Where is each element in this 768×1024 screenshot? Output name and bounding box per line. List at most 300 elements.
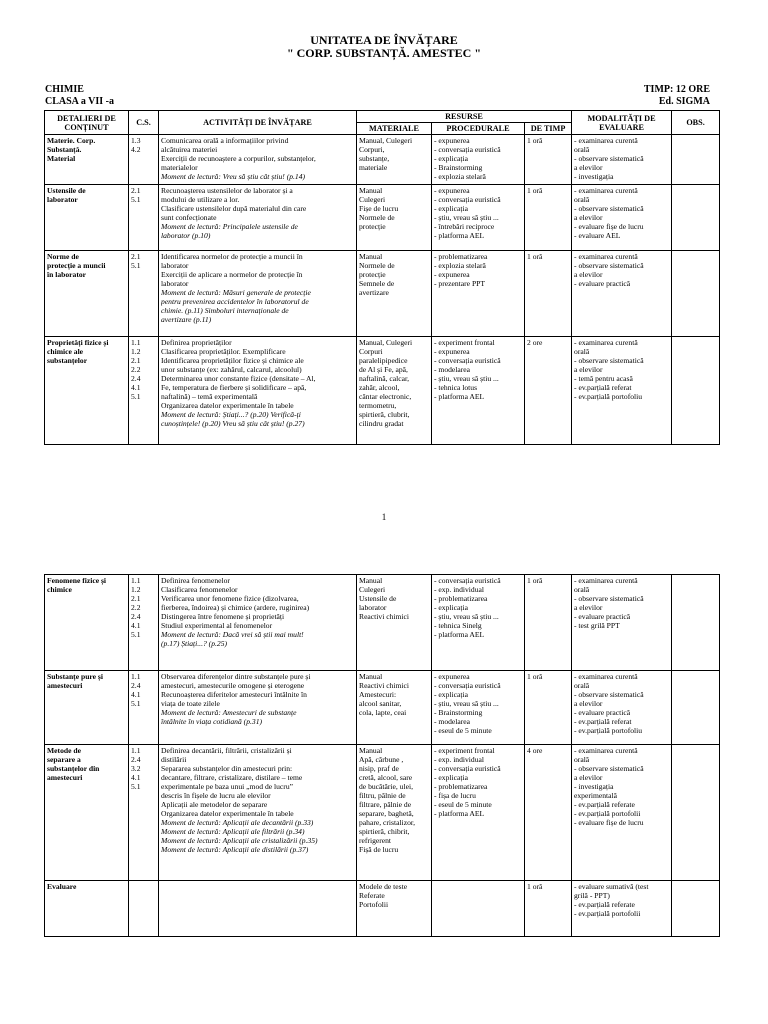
- procedural-line: - expunerea: [434, 270, 470, 279]
- topic-cell: [45, 135, 129, 185]
- materials-line: laborator: [359, 603, 387, 612]
- procedural-line: - problematizarea: [434, 252, 488, 261]
- materials-line: refrigerent: [359, 836, 392, 845]
- materials-line: Fișe de lucru: [359, 204, 399, 213]
- activities-line: chimie. (p.11) Simboluri internaționale de: [161, 306, 289, 315]
- time-cell: [525, 185, 572, 251]
- publisher-label: Ed. SIGMA: [658, 96, 710, 107]
- evaluation-cell: [572, 745, 672, 881]
- time-cell: [525, 575, 572, 671]
- evaluation-line: - ev.parțială referate: [574, 800, 635, 809]
- materials-line: Culegeri: [359, 195, 386, 204]
- procedural-cell: [432, 671, 525, 745]
- activities-line: Observarea diferențelor dintre substanțele pure și: [161, 672, 311, 681]
- materials-cell: [357, 745, 432, 881]
- activities-cell: [159, 671, 357, 745]
- topic-line: Norme de: [47, 252, 79, 261]
- procedural-line: - Brainstorming: [434, 163, 483, 172]
- procedural-line: - conversația euristică: [434, 356, 501, 365]
- activities-line: Moment de lectură: Aplicații ale cristalizării (p.35): [161, 836, 318, 845]
- materials-cell: [357, 135, 432, 185]
- evaluation-line: - evaluare fișe de lucru: [574, 818, 644, 827]
- evaluation-line: - observare sistematică: [574, 594, 644, 603]
- materials-line: de Al și Fe, apă,: [359, 365, 408, 374]
- evaluation-cell: [572, 881, 672, 937]
- activities-cell: [159, 337, 357, 445]
- activities-line: amestecuri, amestecurile omogene și eterogene: [161, 681, 305, 690]
- evaluation-line: - ev.parțială portofoliu: [574, 392, 643, 401]
- col-materials-header: MATERIALE: [357, 123, 432, 135]
- materials-line: termometru,: [359, 401, 397, 410]
- obs-cell: [672, 575, 720, 671]
- time-line: 1 oră: [527, 186, 543, 195]
- topic-line: chimice ale: [47, 347, 84, 356]
- cs-line: 5.1: [131, 195, 141, 204]
- activities-line: distilării: [161, 755, 187, 764]
- procedural-line: - știu, vreau să știu ...: [434, 699, 499, 708]
- cs-line: 4.2: [131, 145, 141, 154]
- evaluation-line: - evaluare practică: [574, 612, 631, 621]
- activities-line: alcătuirea materiei: [161, 145, 218, 154]
- time-line: 1 oră: [527, 882, 543, 891]
- evaluation-line: - observare sistematică: [574, 261, 644, 270]
- procedural-line: - știu, vreau să știu ...: [434, 374, 499, 383]
- activities-line: (p.17) Știați...? (p.25): [161, 639, 228, 648]
- cs-line: 2.1: [131, 356, 141, 365]
- procedural-line: - tehnica lotus: [434, 383, 478, 392]
- procedural-cell: [432, 575, 525, 671]
- evaluation-cell: [572, 251, 672, 337]
- cs-cell: [129, 251, 159, 337]
- topic-line: Fenomene fizice și: [47, 576, 107, 585]
- topic-cell: [45, 671, 129, 745]
- topic-line: substanțelor din: [47, 764, 100, 773]
- activities-line: Separarea substanțelor din amestecuri prin:: [161, 764, 293, 773]
- topic-line: în laborator: [47, 270, 87, 279]
- activities-line: Definirea fenomenelor: [161, 576, 230, 585]
- topic-line: Substanță.: [47, 145, 82, 154]
- activities-line: pentru prevenirea accidentelor în laboratorul de: [161, 297, 309, 306]
- evaluation-line: - evaluare AEL: [574, 231, 621, 240]
- cs-line: 5.1: [131, 261, 141, 270]
- procedural-line: - platforma AEL: [434, 630, 485, 639]
- activities-line: Definirea proprietăților: [161, 338, 232, 347]
- procedural-line: - eseul de 5 minute: [434, 726, 492, 735]
- activities-line: Identificarea proprietăților fizice și chimice ale: [161, 356, 304, 365]
- evaluation-line: orală: [574, 195, 590, 204]
- activities-line: Verificarea unor fenomene fizice (dizolvarea,: [161, 594, 299, 603]
- evaluation-line: - observare sistematică: [574, 356, 644, 365]
- evaluation-line: - ev.parțială referat: [574, 383, 632, 392]
- unit-subtitle: " CORP. SUBSTANȚĂ. AMESTEC ": [286, 46, 482, 60]
- procedural-line: - explozia stelară: [434, 172, 486, 181]
- evaluation-line: a elevilor: [574, 773, 603, 782]
- col-time-header: DE TIMP: [525, 123, 572, 135]
- procedural-line: - explicația: [434, 204, 468, 213]
- evaluation-line: orală: [574, 755, 590, 764]
- obs-cell: [672, 337, 720, 445]
- procedural-line: - știu, vreau să știu ...: [434, 213, 499, 222]
- page-number: 1: [381, 512, 387, 522]
- materials-cell: [357, 185, 432, 251]
- materials-line: filtrare, pâlnie de: [359, 800, 412, 809]
- procedural-line: - eseul de 5 minute: [434, 800, 492, 809]
- materials-line: Semnele de: [359, 279, 395, 288]
- activities-line: Moment de lectură: Aplicații ale filtrării (p.34): [161, 827, 305, 836]
- col-evaluation-header: MODALITĂȚI DE EVALUARE: [572, 111, 672, 135]
- materials-line: cretă, alcool, sare: [359, 773, 413, 782]
- evaluation-line: - investigația: [574, 782, 614, 791]
- activities-line: Recunoașterea ustensilelor de laborator și a: [161, 186, 293, 195]
- cs-line: 4.1: [131, 383, 141, 392]
- activities-cell: [159, 745, 357, 881]
- evaluation-line: grilă - PPT): [574, 891, 610, 900]
- cs-cell: [129, 671, 159, 745]
- obs-cell: [672, 135, 720, 185]
- activities-line: Moment de lectură: Dacă vrei să știi mai mult!: [161, 630, 304, 639]
- materials-line: Amestecuri:: [359, 690, 397, 699]
- procedural-line: - experiment frontal: [434, 338, 495, 347]
- procedural-line: - întrebări reciproce: [434, 222, 495, 231]
- materials-line: zahăr, alcool,: [359, 383, 400, 392]
- activities-line: laborator (p.10): [161, 231, 211, 240]
- activities-line: Moment de lectură: Amestecuri de substanțe: [161, 708, 297, 717]
- procedural-line: - explicația: [434, 603, 468, 612]
- procedural-line: - conversația euristică: [434, 145, 501, 154]
- subject-label: CHIMIE: [45, 84, 84, 95]
- materials-line: Ustensile de: [359, 594, 397, 603]
- procedural-line: - prezentare PPT: [434, 279, 486, 288]
- evaluation-cell: [572, 337, 672, 445]
- materials-line: filtru, pâlnie de: [359, 791, 406, 800]
- cs-line: 2.4: [131, 681, 141, 690]
- procedural-line: - știu, vreau să știu ...: [434, 612, 499, 621]
- materials-line: Manual: [359, 186, 383, 195]
- procedural-cell: [432, 881, 525, 937]
- activities-line: Fe, temperatura de fierbere și solidificare – apă,: [161, 383, 307, 392]
- cs-line: 2.1: [131, 252, 141, 261]
- activities-line: Definirea decantării, filtrării, cristalizării și: [161, 746, 292, 755]
- evaluation-line: - investigația: [574, 172, 614, 181]
- evaluation-line: - ev.parțială portofolii: [574, 909, 641, 918]
- evaluation-line: - examinarea curentă: [574, 576, 638, 585]
- plan-table-page1: [44, 110, 720, 445]
- evaluation-line: orală: [574, 681, 590, 690]
- procedural-cell: [432, 745, 525, 881]
- materials-line: Corpuri: [359, 347, 383, 356]
- cs-line: 1.1: [131, 576, 141, 585]
- evaluation-line: - observare sistematică: [574, 204, 644, 213]
- cs-cell: [129, 337, 159, 445]
- activities-line: Exerciții de aplicare a normelor de protecție în: [161, 270, 303, 279]
- procedural-cell: [432, 251, 525, 337]
- activities-line: Moment de lectură: Măsuri generale de protecție: [161, 288, 311, 297]
- procedural-line: - platforma AEL: [434, 809, 485, 818]
- topic-cell: [45, 337, 129, 445]
- materials-line: Manual: [359, 576, 383, 585]
- table-row: [45, 575, 720, 671]
- activities-line: Exerciții de recunoaștere a corpurilor, substanțelor,: [161, 154, 316, 163]
- time-cell: [525, 745, 572, 881]
- cs-line: 5.1: [131, 782, 141, 791]
- topic-line: Proprietăți fizice și: [47, 338, 109, 347]
- topic-line: Metode de: [47, 746, 81, 755]
- time-line: 1 oră: [527, 136, 543, 145]
- activities-line: Aplicații ale metodelor de separare: [161, 800, 268, 809]
- activities-line: viața de toate zilele: [161, 699, 220, 708]
- unit-title: UNITATEA DE ÎNVĂȚARE: [310, 33, 458, 47]
- topic-cell: [45, 251, 129, 337]
- procedural-cell: [432, 185, 525, 251]
- materials-line: Modele de teste: [359, 882, 408, 891]
- cs-line: 2.1: [131, 186, 141, 195]
- evaluation-line: orală: [574, 145, 590, 154]
- materials-cell: [357, 575, 432, 671]
- materials-line: spirtieră, chibrit,: [359, 827, 410, 836]
- activities-line: Moment de lectură: Știați...? (p.20) Verifică-ți: [161, 410, 301, 419]
- evaluation-line: orală: [574, 347, 590, 356]
- activities-line: naftalină) – temă experimentală: [161, 392, 258, 401]
- activities-line: Comunicarea orală a informațiilor privind: [161, 136, 289, 145]
- procedural-line: - problematizarea: [434, 782, 488, 791]
- col-procedural-header: PROCEDURALE: [432, 123, 525, 135]
- time-line: 1 oră: [527, 672, 543, 681]
- cs-line: 4.1: [131, 773, 141, 782]
- evaluation-line: a elevilor: [574, 270, 603, 279]
- activities-line: experimentale pe baza unui „mod de lucru”: [161, 782, 293, 791]
- procedural-line: - conversația euristică: [434, 576, 501, 585]
- evaluation-line: a elevilor: [574, 163, 603, 172]
- procedural-line: - fișa de lucru: [434, 791, 476, 800]
- activities-line: avertizare (p.11): [161, 315, 212, 324]
- procedural-line: - conversația euristică: [434, 764, 501, 773]
- activities-line: Identificarea normelor de protecție a muncii în: [161, 252, 303, 261]
- materials-line: paralelipipedice: [359, 356, 408, 365]
- procedural-line: - modelarea: [434, 717, 471, 726]
- materials-cell: [357, 671, 432, 745]
- materials-line: Manual: [359, 252, 383, 261]
- materials-cell: [357, 251, 432, 337]
- cs-cell: [129, 881, 159, 937]
- topic-line: chimice: [47, 585, 72, 594]
- cs-line: 1.1: [131, 672, 141, 681]
- evaluation-line: - evaluare practică: [574, 279, 631, 288]
- procedural-cell: [432, 135, 525, 185]
- evaluation-line: orală: [574, 585, 590, 594]
- materials-line: cola, lapte, ceai: [359, 708, 407, 717]
- evaluation-line: - evaluare fișe de lucru: [574, 222, 644, 231]
- evaluation-line: a elevilor: [574, 365, 603, 374]
- time-line: 4 ore: [527, 746, 543, 755]
- class-label: CLASA a VII -a: [45, 96, 114, 107]
- activities-line: Moment de lectură: Aplicații ale distilării (p.37): [161, 845, 309, 854]
- materials-line: cântar electronic,: [359, 392, 412, 401]
- cs-cell: [129, 135, 159, 185]
- materials-line: cilindru gradat: [359, 419, 404, 428]
- time-cell: [525, 671, 572, 745]
- table-row: [45, 185, 720, 251]
- cs-line: 1.1: [131, 746, 141, 755]
- topic-cell: [45, 185, 129, 251]
- materials-line: materiale: [359, 163, 388, 172]
- activities-line: Moment de lectură: Vreu să știu cât știu! (p.14): [161, 172, 306, 181]
- cs-line: 2.2: [131, 365, 141, 374]
- topic-line: Material: [47, 154, 76, 163]
- topic-line: substanțelor: [47, 356, 88, 365]
- cs-line: 1.2: [131, 347, 141, 356]
- activities-line: cunoștințele! (p.20) Vreu să știu cât știu! (p.27): [161, 419, 305, 428]
- topic-line: Substanțe pure și: [47, 672, 103, 681]
- procedural-line: - tehnica Sinelg: [434, 621, 482, 630]
- materials-line: de bucătărie, ulei,: [359, 782, 413, 791]
- activities-line: Moment de lectură: Aplicații ale decantării (p.33): [161, 818, 314, 827]
- materials-line: spirtieră, clubrit,: [359, 410, 410, 419]
- evaluation-line: - evaluare sumativă (test: [574, 882, 649, 891]
- evaluation-line: - ev.parțială referate: [574, 900, 635, 909]
- activities-line: unor substanțe (ex: zahărul, calcarul, alcoolul): [161, 365, 302, 374]
- evaluation-line: - examinarea curentă: [574, 338, 638, 347]
- activities-line: Clasificarea proprietăților. Exemplificare: [161, 347, 286, 356]
- plan-table-page2: [44, 574, 720, 937]
- evaluation-line: a elevilor: [574, 603, 603, 612]
- materials-line: Referate: [359, 891, 385, 900]
- materials-line: Normele de: [359, 261, 395, 270]
- activities-cell: [159, 185, 357, 251]
- materials-line: protecție: [359, 222, 386, 231]
- cs-line: 4.1: [131, 690, 141, 699]
- time-label: TIMP: 12 ORE: [643, 84, 710, 95]
- activities-line: Determinarea unor constante fizice (densitate – Al,: [161, 374, 316, 383]
- activities-line: sunt confecționate: [161, 213, 217, 222]
- time-line: 1 oră: [527, 576, 543, 585]
- cs-line: 2.4: [131, 374, 141, 383]
- cs-line: 1.3: [131, 136, 141, 145]
- activities-line: întâlnite în viața cotidiană (p.31): [161, 717, 263, 726]
- activities-line: materialelor: [161, 163, 198, 172]
- cs-line: 5.1: [131, 392, 141, 401]
- procedural-line: - platforma AEL: [434, 231, 485, 240]
- activities-line: Recunoașterea diferitelor amestecuri întâlnite în: [161, 690, 307, 699]
- topic-line: separare a: [47, 755, 81, 764]
- evaluation-line: - examinarea curentă: [574, 136, 638, 145]
- activities-cell: [159, 881, 357, 937]
- activities-line: Clasificare ustensilelor după materialul din care: [161, 204, 307, 213]
- evaluation-line: a elevilor: [574, 213, 603, 222]
- materials-line: separare, baghetă,: [359, 809, 414, 818]
- cs-cell: [129, 575, 159, 671]
- evaluation-cell: [572, 135, 672, 185]
- materials-line: Manual: [359, 672, 383, 681]
- activities-line: fierberea, îndoirea) și chimice (ardere, ruginirea): [161, 603, 310, 612]
- activities-line: Moment de lectură: Principalele ustensile de: [161, 222, 298, 231]
- procedural-line: - expunerea: [434, 347, 470, 356]
- materials-cell: [357, 881, 432, 937]
- cs-line: 5.1: [131, 630, 141, 639]
- activities-line: Studiul experimental al fenomenelor: [161, 621, 273, 630]
- time-cell: [525, 135, 572, 185]
- cs-line: 4.1: [131, 621, 141, 630]
- activities-line: decantare, filtrare, cristalizare, distilare – teme: [161, 773, 303, 782]
- materials-line: Manual, Culegeri: [359, 338, 413, 347]
- materials-line: naftalină, calcar,: [359, 374, 410, 383]
- topic-line: Evaluare: [47, 882, 77, 891]
- activities-cell: [159, 575, 357, 671]
- procedural-line: - expunerea: [434, 136, 470, 145]
- evaluation-line: - ev.parțială portofolii: [574, 809, 641, 818]
- materials-cell: [357, 337, 432, 445]
- topic-cell: [45, 881, 129, 937]
- evaluation-line: - observare sistematică: [574, 690, 644, 699]
- table-row: [45, 337, 720, 445]
- activities-line: laborator: [161, 279, 189, 288]
- materials-line: Fișă de lucru: [359, 845, 399, 854]
- materials-line: Culegeri: [359, 585, 386, 594]
- evaluation-line: experimentală: [574, 791, 618, 800]
- time-line: 1 oră: [527, 252, 543, 261]
- topic-line: Ustensile de: [47, 186, 86, 195]
- obs-cell: [672, 745, 720, 881]
- col-details-header: DETALIERI DE CONȚINUT: [45, 111, 129, 135]
- table-row: [45, 745, 720, 881]
- col-resources-header: RESURSE: [357, 111, 572, 123]
- cs-line: 3.2: [131, 764, 141, 773]
- materials-line: Reactivi chimici: [359, 612, 409, 621]
- time-cell: [525, 881, 572, 937]
- evaluation-line: - observare sistematică: [574, 154, 644, 163]
- activities-line: descris în fișele de lucru ale elevilor: [161, 791, 271, 800]
- obs-cell: [672, 671, 720, 745]
- procedural-line: - Brainstorming: [434, 708, 483, 717]
- topic-cell: [45, 745, 129, 881]
- activities-line: Organizarea datelor experimentale în tabele: [161, 401, 294, 410]
- materials-line: pahare, cristalizor,: [359, 818, 415, 827]
- procedural-line: - conversația euristică: [434, 195, 501, 204]
- activities-cell: [159, 135, 357, 185]
- cs-line: 1.2: [131, 585, 141, 594]
- time-line: 2 ore: [527, 338, 543, 347]
- procedural-line: - platforma AEL: [434, 392, 485, 401]
- cs-line: 2.2: [131, 603, 141, 612]
- evaluation-line: - examinarea curentă: [574, 746, 638, 755]
- topic-line: amestecuri: [47, 773, 83, 782]
- activities-line: laborator: [161, 261, 189, 270]
- activities-cell: [159, 251, 357, 337]
- evaluation-line: - ev.parțială portofoliu: [574, 726, 643, 735]
- activities-line: Clasificarea fenomenelor: [161, 585, 238, 594]
- procedural-cell: [432, 337, 525, 445]
- evaluation-line: - examinarea curentă: [574, 672, 638, 681]
- evaluation-line: - test grilă PPT: [574, 621, 620, 630]
- obs-cell: [672, 185, 720, 251]
- procedural-line: - explicația: [434, 773, 468, 782]
- evaluation-line: - ev.parțială referat: [574, 717, 632, 726]
- evaluation-line: a elevilor: [574, 699, 603, 708]
- table-row: [45, 671, 720, 745]
- col-activities-header: ACTIVITĂȚI DE ÎNVĂȚARE: [159, 111, 357, 135]
- evaluation-cell: [572, 185, 672, 251]
- procedural-line: - explicația: [434, 690, 468, 699]
- cs-line: 2.4: [131, 612, 141, 621]
- materials-line: Reactivi chimici: [359, 681, 409, 690]
- materials-line: protecție: [359, 270, 386, 279]
- time-cell: [525, 251, 572, 337]
- activities-line: Organizarea datelor experimentale în tabele: [161, 809, 294, 818]
- materials-line: Apă, cărbune ,: [359, 755, 404, 764]
- cs-line: 1.1: [131, 338, 141, 347]
- time-cell: [525, 337, 572, 445]
- materials-line: Portofolii: [359, 900, 389, 909]
- table-row: [45, 881, 720, 937]
